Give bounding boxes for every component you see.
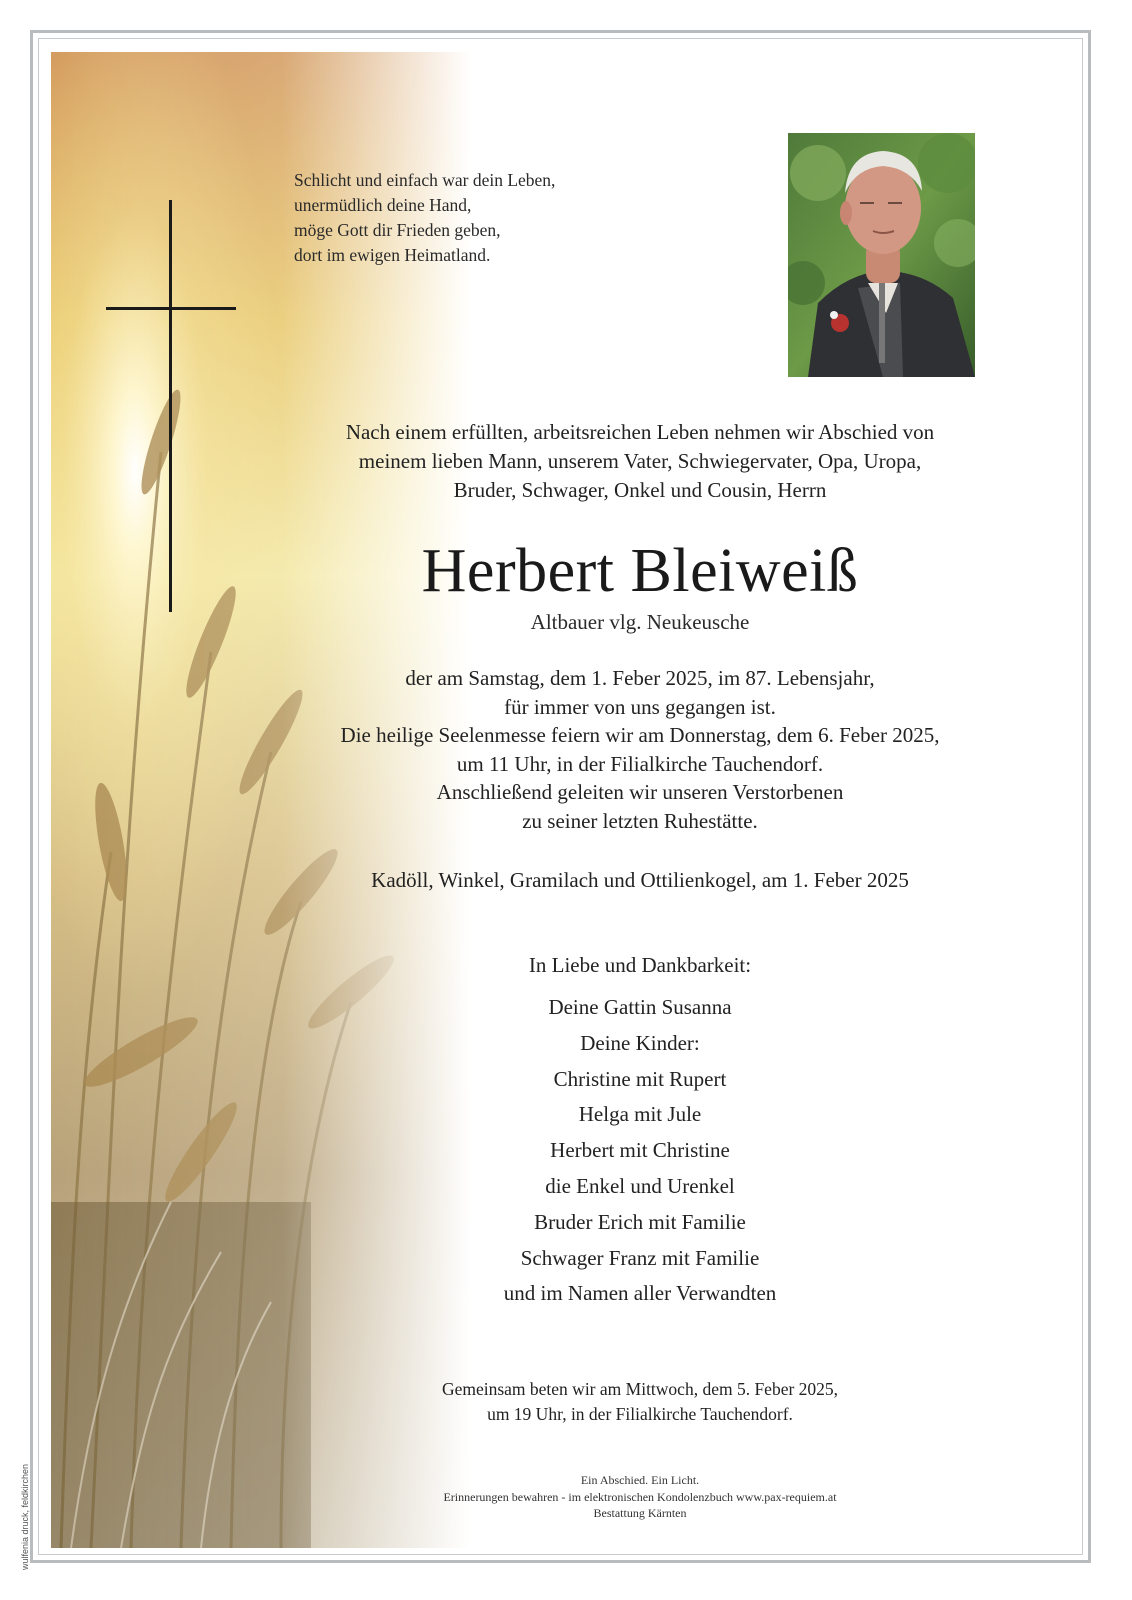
family-member: Helga mit Jule bbox=[578, 1102, 702, 1127]
family-member: Bruder Erich mit Familie bbox=[534, 1209, 746, 1234]
footer-line: Bestattung Kärnten bbox=[593, 1506, 687, 1520]
service-details bbox=[290, 664, 990, 835]
portrait-photo bbox=[788, 133, 975, 377]
family-member: Christine mit Rupert bbox=[553, 1066, 727, 1091]
poem-line: Schlicht und einfach war dein Leben, bbox=[294, 170, 556, 190]
footer-line: Ein Abschied. Ein Licht. bbox=[580, 1473, 700, 1487]
prayer-line: um 19 Uhr, in der Filialkirche Tauchendorf. bbox=[487, 1404, 793, 1424]
intro-line: meinem lieben Mann, unserem Vater, Schwiegervater, Opa, Uropa, bbox=[358, 449, 922, 473]
details-line: um 11 Uhr, in der Filialkirche Tauchendorf. bbox=[456, 751, 824, 776]
details-line: zu seiner letzten Ruhestätte. bbox=[522, 808, 758, 833]
prayer-notice bbox=[290, 1377, 990, 1427]
family-member: die Enkel und Urenkel bbox=[545, 1173, 735, 1198]
deceased-name: Herbert Bleiweiß bbox=[421, 537, 859, 605]
intro-line: Bruder, Schwager, Onkel und Cousin, Herrn bbox=[453, 478, 827, 502]
printer-credit: wulfenia druck, feldkirchen bbox=[20, 1463, 30, 1570]
family-member: Deine Gattin Susanna bbox=[548, 995, 732, 1019]
family-list bbox=[290, 990, 990, 1312]
cross-icon-horizontal bbox=[106, 307, 236, 310]
family-member: Deine Kinder: bbox=[580, 1030, 700, 1055]
details-line: für immer von uns gegangen ist. bbox=[504, 694, 776, 719]
cross-icon-vertical bbox=[169, 200, 172, 612]
poem-line: dort im ewigen Heimatland. bbox=[294, 245, 491, 265]
family-member: und im Namen aller Verwandten bbox=[503, 1281, 777, 1306]
prayer-line: Gemeinsam beten wir am Mittwoch, dem 5. Feber 2025, bbox=[441, 1379, 839, 1399]
details-line: Anschließend geleiten wir unseren Verstorbenen bbox=[436, 780, 844, 804]
signoff-heading: In Liebe und Dankbarkeit: bbox=[528, 953, 752, 977]
poem-line: unermüdlich deine Hand, bbox=[294, 195, 472, 215]
poem bbox=[294, 168, 624, 268]
place-and-date: Kadöll, Winkel, Gramilach und Ottilienkogel, am 1. Feber 2025 bbox=[371, 868, 909, 892]
family-member: Herbert mit Christine bbox=[550, 1138, 730, 1163]
poem-line: möge Gott dir Frieden geben, bbox=[294, 220, 501, 240]
footer bbox=[290, 1472, 990, 1522]
details-line: der am Samstag, dem 1. Feber 2025, im 87. Lebensjahr, bbox=[405, 666, 875, 690]
footer-line: Erinnerungen bewahren - im elektronischen Kondolenzbuch www.pax-requiem.at bbox=[443, 1489, 837, 1504]
details-line: Die heilige Seelenmesse feiern wir am Donnerstag, dem 6. Feber 2025, bbox=[340, 723, 940, 747]
intro-line: Nach einem erfüllten, arbeitsreichen Leben nehmen wir Abschied von bbox=[345, 420, 935, 444]
intro-text bbox=[290, 418, 990, 505]
family-member: Schwager Franz mit Familie bbox=[520, 1245, 760, 1270]
deceased-title: Altbauer vlg. Neukeusche bbox=[530, 610, 750, 634]
